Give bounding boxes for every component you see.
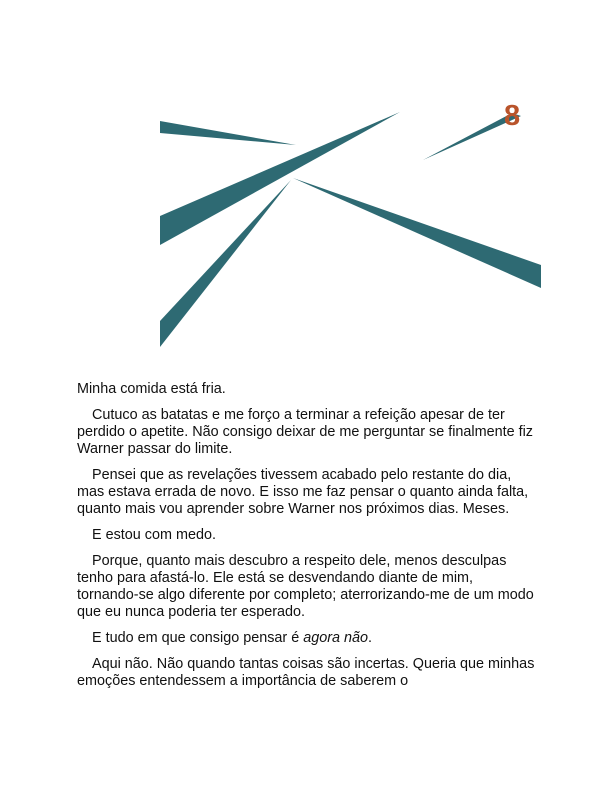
paragraph: E estou com medo. [92, 527, 216, 543]
paragraph-text: . [368, 630, 373, 646]
paragraph: Porque, quanto mais descubro a respeito dele, menos desculpas tenho para afastá-lo. Ele está se desvendando diante de mim, tornando-se algo diferente por completo; aterrorizando-me de um modo que eu nunca poderia ter esperado. [77, 553, 534, 620]
paragraph: Pensei que as revelações tivessem acabado pelo restante do dia, mas estava errada de novo. E isso me faz pensar o quanto ainda falta, quanto mais vou aprender sobre Warner nos próximos dias. Meses. [77, 467, 529, 517]
chapter-body-text [77, 381, 537, 699]
chapter-number: 8 [504, 100, 521, 132]
paragraph: Minha comida está fria. [77, 381, 226, 397]
paragraph-text: E tudo em que consigo pensar é [92, 630, 304, 646]
chapter-header-art [0, 0, 612, 360]
paragraph: Aqui não. Não quando tantas coisas são incertas. Queria que minhas emoções entendessem a importância de saberem o [77, 656, 535, 689]
paragraph [77, 630, 537, 647]
shard-right [293, 178, 541, 288]
emphasized-text: agora não [303, 630, 369, 646]
paragraph: Cutuco as batatas e me forço a terminar a refeição apesar de ter perdido o apetite. Não consigo deixar de me perguntar se finalmente fiz Warner passar do limite. [77, 407, 533, 457]
shard-top-left [160, 121, 296, 145]
